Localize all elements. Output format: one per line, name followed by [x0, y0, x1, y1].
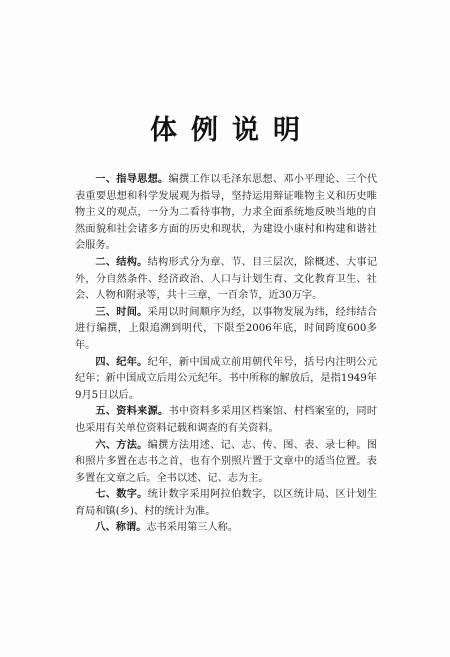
guideline-item-methods: [75, 438, 377, 488]
guideline-item-numbers: [75, 487, 377, 520]
guideline-item-sources: [75, 404, 377, 437]
guideline-item-calendar: [75, 355, 377, 405]
guideline-label: 一、指导思想。: [95, 174, 169, 185]
guideline-item-guiding-ideology: [75, 172, 377, 255]
guideline-item-structure: [75, 255, 377, 305]
guideline-text: 统计数字采用阿拉伯数字，以区统计局、区计划生育局和镇(乡)、村的统计为准。: [75, 489, 378, 517]
guideline-text: 结构形式分为章、节、目三层次，除概述、大事记外，分自然条件、经济政治、人口与计划生育、文化教育卫生、社会、人物和附录等，共十三章，一百余节，近30万字。: [75, 256, 378, 302]
guideline-text: 志书采用第三人称。: [146, 522, 239, 534]
guideline-text: 纪年，新中国成立前用朝代年号，括号内注明公元纪年；新中国成立后用公元纪年。书中所称的解放后，是指1949年9月5日以后。: [75, 356, 378, 401]
guideline-item-time: [75, 305, 377, 355]
guideline-label: 二、结构。: [95, 256, 148, 268]
guideline-text: 书中资料多采用区档案馆、村档案室的，同时也采用有关单位资料记载和调查的有关资料。: [75, 406, 378, 434]
guideline-label: 四、纪年。: [95, 356, 148, 368]
guideline-label: 五、资料来源。: [95, 406, 169, 418]
guideline-text: 采用以时间顺序为经，以事物发展为纬，经纬结合进行编撰，上限追溯到明代，下限至2006年底，时间跨度600多年。: [75, 306, 378, 351]
guideline-item-person: [75, 520, 377, 537]
guideline-label: 七、数字。: [95, 489, 148, 501]
guideline-label: 六、方法。: [95, 439, 148, 451]
page-title: 体例说明: [150, 115, 314, 146]
guideline-text: 编撰工作以毛泽东思想、邓小平理论、三个代表重要思想和科学发展观为指导，坚持运用辩证唯物主义和历史唯物主义的观点，一分为二看待事物，力求全面系统地反映当地的自然面貌和社会诸多方面的历史和现状，为建设小康村和构建和谐社会服务。: [75, 174, 378, 252]
guidelines-body: [75, 172, 377, 537]
guideline-text: 编撰方法用述、记、志、传、图、表、录七种。图和照片多置在志书之首，也有个别照片置于文章中的适当位置。表多置在文章之后。全书以述、记、志为主。: [75, 439, 378, 484]
guideline-label: 三、时间。: [95, 306, 148, 318]
guideline-label: 八、称谓。: [95, 522, 147, 534]
